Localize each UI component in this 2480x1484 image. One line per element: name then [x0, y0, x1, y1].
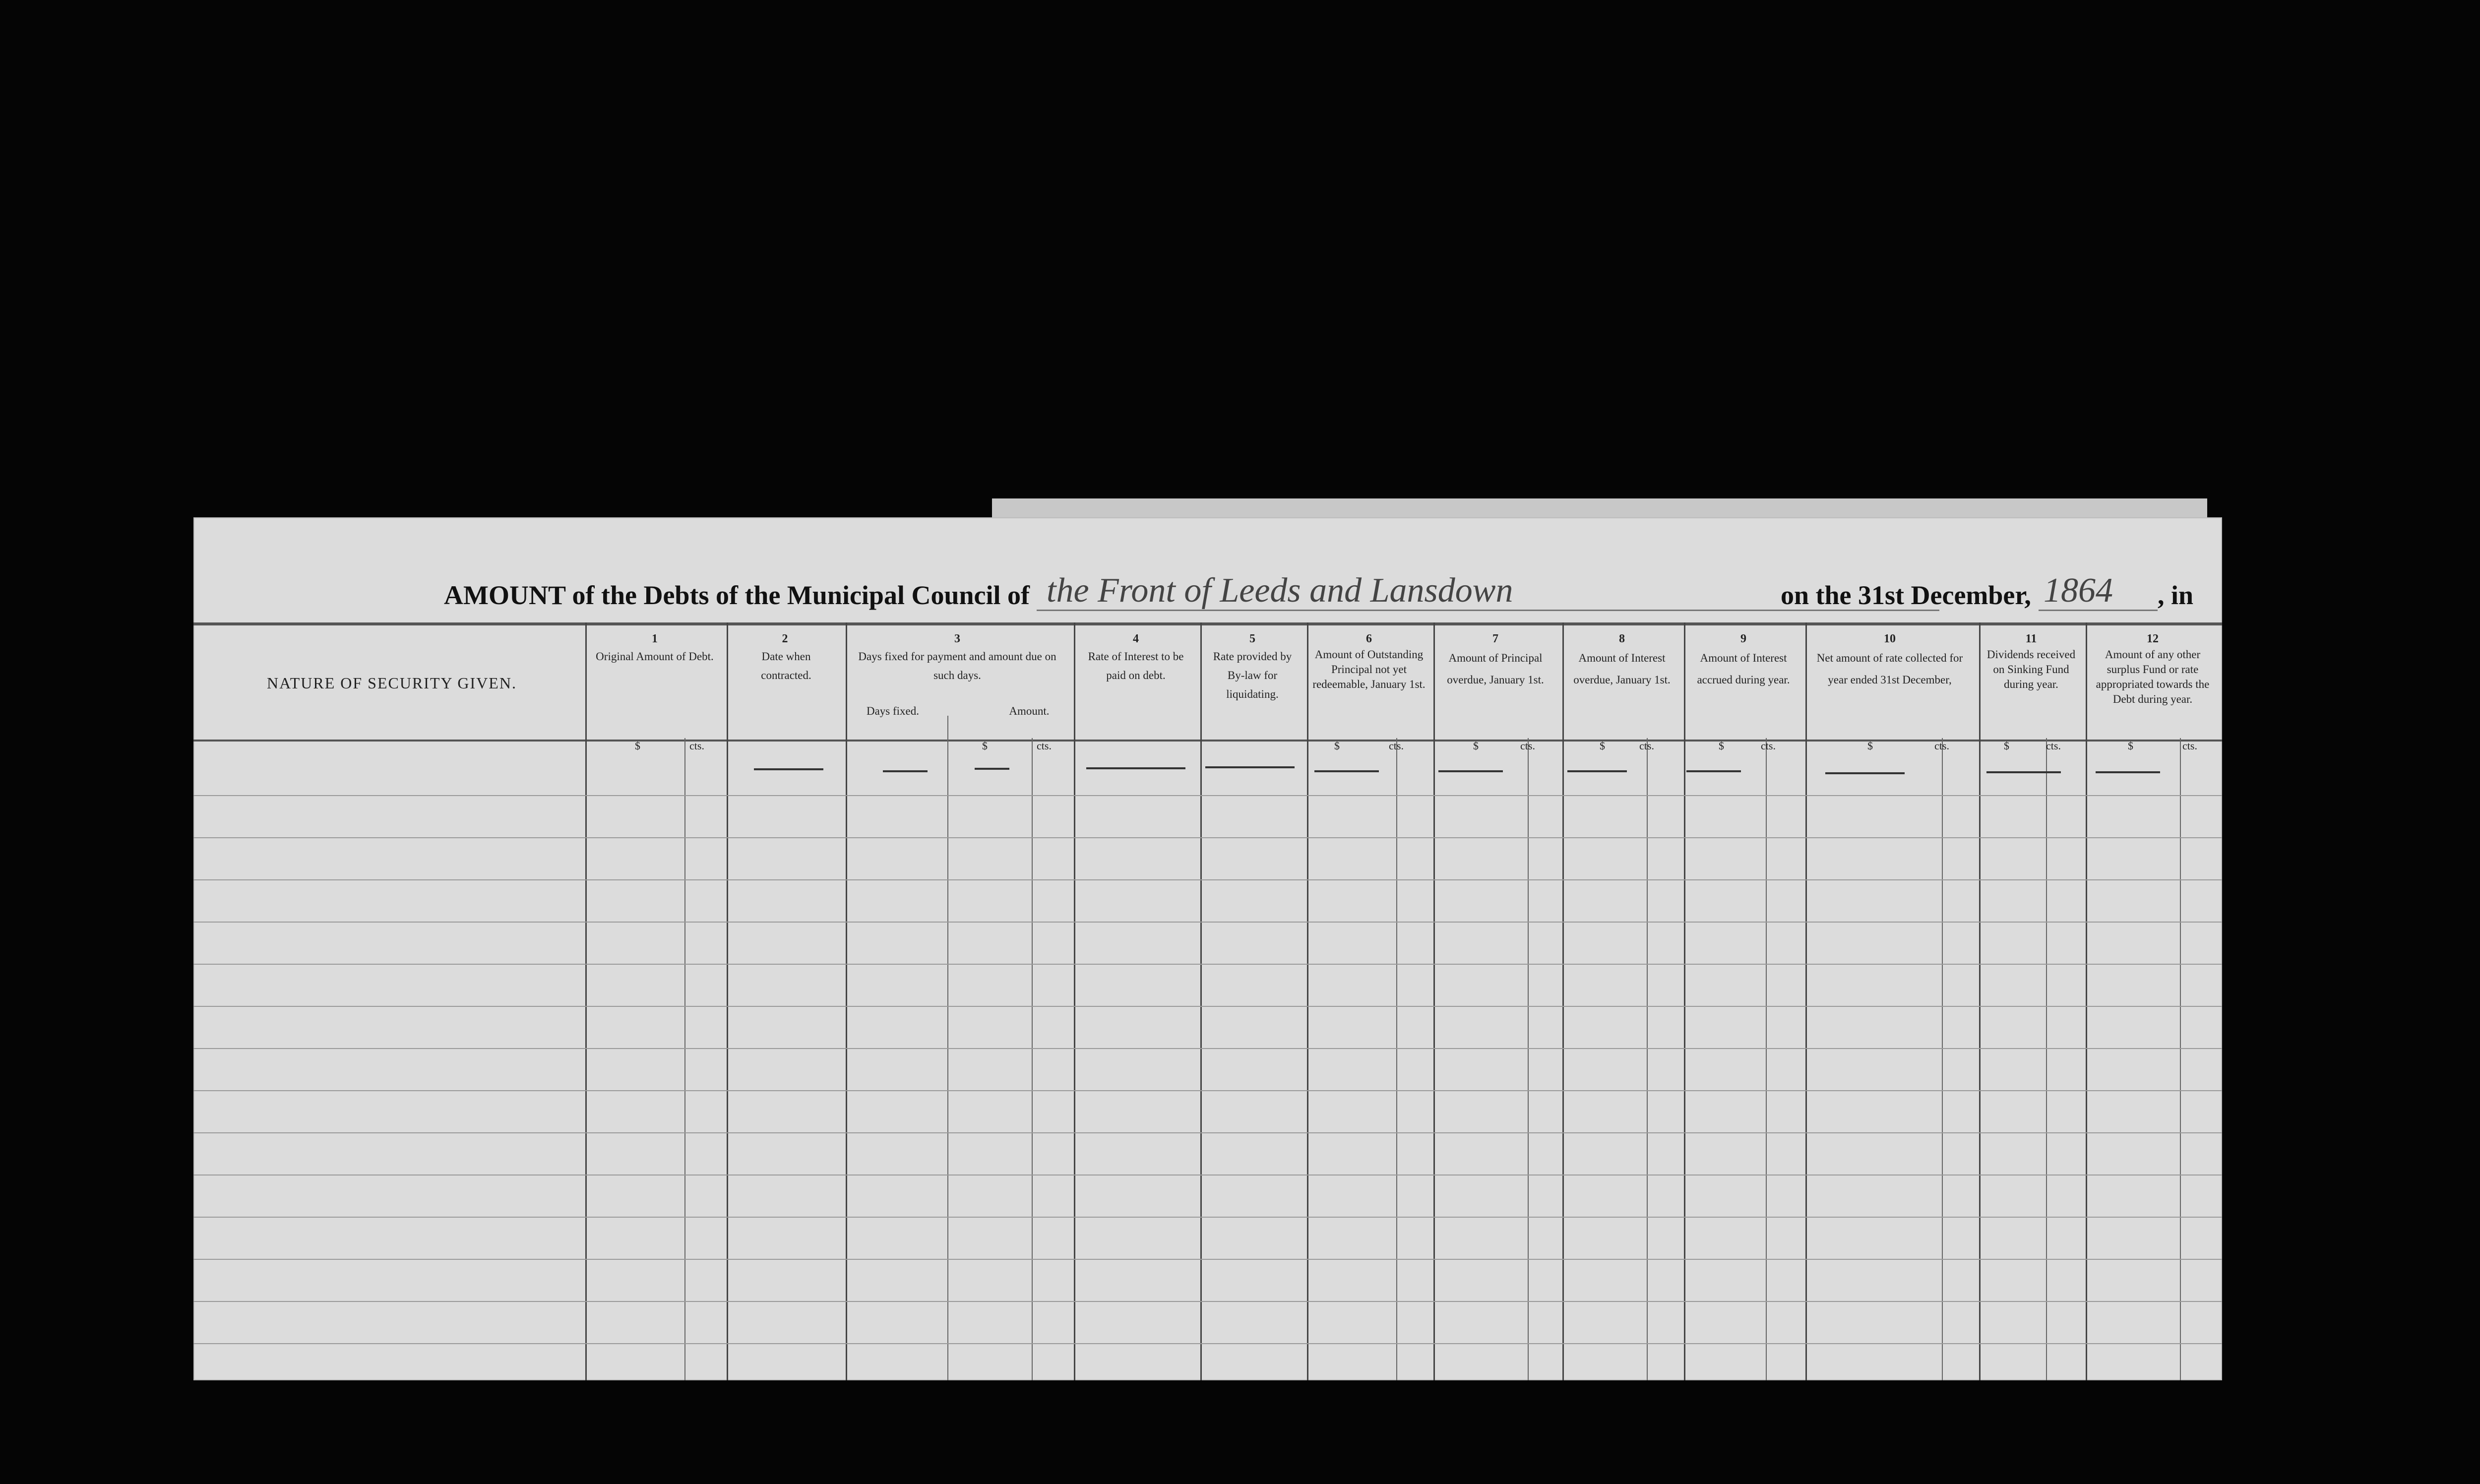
ruled-line	[193, 922, 2222, 923]
col-6-title: Amount of Outstanding Principal not yet redeemable, January 1st.	[1312, 648, 1426, 690]
cents-rule	[1528, 738, 1529, 1380]
year-underline	[2039, 610, 2158, 611]
ruled-line	[193, 795, 2222, 796]
handwritten-dash	[975, 768, 1009, 770]
col-3-title: Days fixed for payment and amount due on such days.	[858, 650, 1056, 681]
title-middle: on the 31st December,	[1781, 580, 2031, 610]
ruled-line	[193, 1343, 2222, 1344]
col-11-number: 11	[2025, 632, 2037, 645]
ruled-line	[193, 1217, 2222, 1218]
dollar-unit: $	[635, 740, 640, 752]
col-3-number: 3	[954, 632, 960, 645]
col-10-number: 10	[1884, 632, 1896, 645]
handwritten-dash	[1686, 770, 1741, 772]
title-suffix: , in	[2158, 580, 2194, 610]
ruled-line	[193, 837, 2222, 838]
ruled-line	[193, 1259, 2222, 1260]
ruled-line	[193, 1006, 2222, 1007]
dollar-unit: $	[1600, 740, 1605, 752]
col-8-title: Amount of Interest overdue, January 1st.	[1573, 652, 1671, 686]
ruled-line	[193, 1048, 2222, 1049]
cents-unit: cts.	[1639, 740, 1654, 752]
col-9-number: 9	[1740, 632, 1746, 645]
col-7-number: 7	[1492, 632, 1498, 645]
cents-unit: cts.	[2182, 740, 2197, 752]
handwritten-dash	[883, 770, 928, 772]
col-4-title: Rate of Interest to be paid on debt.	[1088, 650, 1184, 681]
column-rule	[1307, 622, 1308, 1380]
cents-rule	[1647, 738, 1648, 1380]
col-5-number: 5	[1249, 632, 1255, 645]
column-rule	[2086, 622, 2087, 1380]
col-9-title: Amount of Interest accrued during year.	[1697, 652, 1790, 686]
cents-rule	[2046, 738, 2047, 1380]
handwritten-dash	[754, 768, 823, 770]
cents-unit: cts.	[1037, 740, 1052, 752]
cents-unit: cts.	[1934, 740, 1949, 752]
dollar-unit: $	[1867, 740, 1873, 752]
col-10-title: Net amount of rate collected for year ended 31st December,	[1816, 652, 1963, 686]
column-rule	[1562, 622, 1564, 1380]
col-8-number: 8	[1619, 632, 1625, 645]
col-2-title: Date when contracted.	[761, 650, 811, 681]
column-rule	[727, 622, 728, 1380]
handwritten-dash	[1086, 767, 1185, 769]
handwritten-dash	[2096, 771, 2160, 773]
column-rule	[846, 622, 847, 1380]
title-prefix: AMOUNT of the Debts of the Municipal Council of	[444, 580, 1030, 610]
col-1-number: 1	[652, 632, 658, 645]
cents-unit: cts.	[2046, 740, 2061, 752]
ruled-line	[193, 879, 2222, 880]
col-3-sub-days: Days fixed.	[866, 705, 920, 717]
column-rule	[1979, 622, 1981, 1380]
cents-unit: cts.	[1389, 740, 1404, 752]
column-rule	[1433, 622, 1435, 1380]
column-rule	[1684, 622, 1685, 1380]
handwritten-dash	[1438, 770, 1503, 772]
nature-of-security-header: NATURE OF SECURITY GIVEN.	[267, 674, 517, 692]
form-title-bar	[193, 517, 2222, 622]
cents-rule	[684, 738, 685, 1380]
column-rule	[1805, 622, 1807, 1380]
handwritten-year: 1864	[2044, 571, 2113, 610]
column-rule	[1074, 622, 1075, 1380]
column-rule	[1200, 622, 1202, 1380]
col-12-title: Amount of any other surplus Fund or rate appropriated towards the Debt during year.	[2096, 648, 2210, 705]
column-rule	[585, 622, 587, 1380]
col-3-sub-amount: Amount.	[1009, 705, 1050, 717]
dollar-unit: $	[1334, 740, 1340, 752]
ruled-line	[193, 1090, 2222, 1091]
handwritten-dash	[1567, 770, 1627, 772]
col-4-number: 4	[1133, 632, 1139, 645]
handwritten-dash	[1825, 772, 1905, 774]
dollar-unit: $	[1719, 740, 1724, 752]
ruled-line	[193, 964, 2222, 965]
ruled-line	[193, 1301, 2222, 1302]
col-11-title: Dividends received on Sinking Fund during year.	[1986, 648, 2076, 690]
dollar-unit: $	[2128, 740, 2133, 752]
cents-rule	[2180, 738, 2181, 1380]
col-7-title: Amount of Principal overdue, January 1st.	[1447, 652, 1544, 686]
cents-unit: cts.	[1520, 740, 1535, 752]
cents-unit: cts.	[1761, 740, 1776, 752]
col-2-number: 2	[782, 632, 788, 645]
table-header	[193, 622, 2222, 742]
col-6-number: 6	[1366, 632, 1372, 645]
cents-rule	[1032, 738, 1033, 1380]
dollar-unit: $	[982, 740, 988, 752]
debts-form-sheet	[193, 517, 2222, 1380]
dollar-unit: $	[1473, 740, 1479, 752]
handwritten-dash	[1314, 770, 1379, 772]
cents-unit: cts.	[689, 740, 704, 752]
dollar-unit: $	[2004, 740, 2009, 752]
col-1-title: Original Amount of Debt.	[596, 650, 714, 663]
cents-rule	[1766, 738, 1767, 1380]
handwritten-municipality: the Front of Leeds and Lansdown	[1047, 571, 1513, 610]
col-12-number: 12	[2147, 632, 2159, 645]
ruled-line	[193, 1132, 2222, 1133]
cents-rule	[1942, 738, 1943, 1380]
handwritten-dash	[1205, 766, 1295, 768]
col-5-title: Rate provided by By-law for liquidating.	[1213, 650, 1292, 700]
cents-rule	[1396, 738, 1397, 1380]
handwritten-dash	[1986, 771, 2061, 773]
